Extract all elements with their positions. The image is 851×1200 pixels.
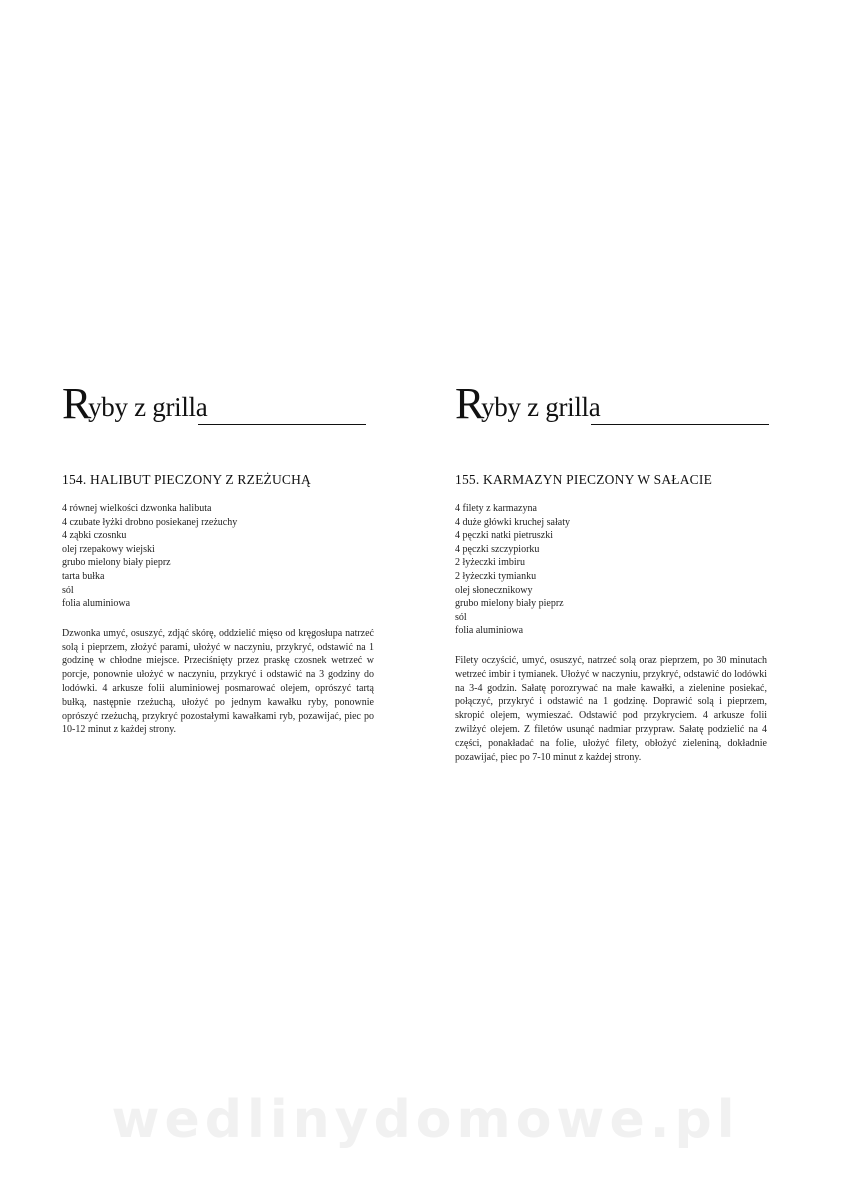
ingredient-item: tarta bułka <box>62 570 105 582</box>
section-title-initial: R <box>62 379 92 428</box>
ingredient-item: grubo mielony biały pieprz <box>62 557 171 569</box>
recipe-method: Filety oczyścić, umyć, osuszyć, natrzeć solą oraz pieprzem, po 30 minutach wetrzeć imbir i tymianek. Ułożyć w naczyniu, przykryć, odstawić do lodówki na 3-4 godzin. Sałatę porozrywać na małe kawałki, a zielenine posiekać, połączyć, przykryć i odstawić na 1 godzinę. Doprawić solą i pieprzem, skropić olejem, wymieszać. Odstawić pod przykryciem. 4 arkusze folii zwilżyć olejem. Z filetów usunąć nadmiar przypraw. Sałatę podzielić na 4 części, ponakładać na folie, ułożyć filety, obłożyć zieleniną, dokładnie pozawijać, piec po 7-10 minut z każdej strony. <box>455 654 767 763</box>
ingredient-item: olej rzepakowy wiejski <box>62 543 155 555</box>
ingredient-item: folia aluminiowa <box>62 598 131 610</box>
left-page <box>62 380 382 737</box>
ingredient-item: olej słonecznikowy <box>455 584 533 596</box>
recipe-title: 155. KARMAZYN PIECZONY W SAŁACIE <box>455 472 713 487</box>
ingredient-item: sól <box>62 584 74 596</box>
section-title <box>455 379 601 428</box>
ingredient-item: 4 duże główki kruchej sałaty <box>455 516 570 528</box>
ingredient-item: 4 pęczki szczypiorku <box>455 543 540 555</box>
ingredients-list <box>62 502 382 611</box>
section-header <box>455 380 775 436</box>
ingredient-item: 2 łyżeczki tymianku <box>455 570 537 582</box>
section-title-initial: R <box>455 379 485 428</box>
ingredient-item: 4 filety z karmazyna <box>455 503 537 514</box>
header-rule <box>198 424 366 425</box>
ingredient-item: folia aluminiowa <box>455 625 524 637</box>
ingredient-item: 2 łyżeczki imbiru <box>455 557 525 569</box>
ingredient-item: sól <box>455 611 467 623</box>
section-header <box>62 380 382 436</box>
section-title-rest: yby z grilla <box>88 392 208 422</box>
section-title <box>62 379 208 428</box>
section-title-rest: yby z grilla <box>481 392 601 422</box>
header-rule <box>591 424 769 425</box>
ingredient-item: 4 ząbki czosnku <box>62 530 127 542</box>
ingredient-item: 4 czubate łyżki drobno posiekanej rzeżuchy <box>62 516 238 528</box>
ingredients-list <box>455 502 775 638</box>
watermark: wedlinydomowe.pl <box>111 1090 740 1150</box>
right-page <box>455 380 775 764</box>
recipe-method: Dzwonka umyć, osuszyć, zdjąć skórę, oddzielić mięso od kręgosłupa natrzeć solą i pieprzem, złożyć parami, ułożyć w naczyniu, przykryć, odstawić na 1 godzinę w chłodne miejsce. Przeciśnięty przez praskę czosnek wetrzeć w porcje, ponownie ułożyć w naczyniu, przykryć i odstawić na 3 godziny do lodówki. 4 arkusze folii aluminiowej posmarować olejem, oprószyć tartą bułką, następnie rzeżuchą, ułożyć po jednym kawałku ryby, ponownie oprószyć rzeżuchą, przykryć pozostałymi kawałkami ryb, pozawijać, piec po 10-12 minut z każdej strony. <box>62 627 374 736</box>
recipe-title: 154. HALIBUT PIECZONY Z RZEŻUCHĄ <box>62 472 312 487</box>
ingredient-item: 4 równej wielkości dzwonka halibuta <box>62 503 212 514</box>
ingredient-item: grubo mielony biały pieprz <box>455 598 564 610</box>
ingredient-item: 4 pęczki natki pietruszki <box>455 530 554 542</box>
